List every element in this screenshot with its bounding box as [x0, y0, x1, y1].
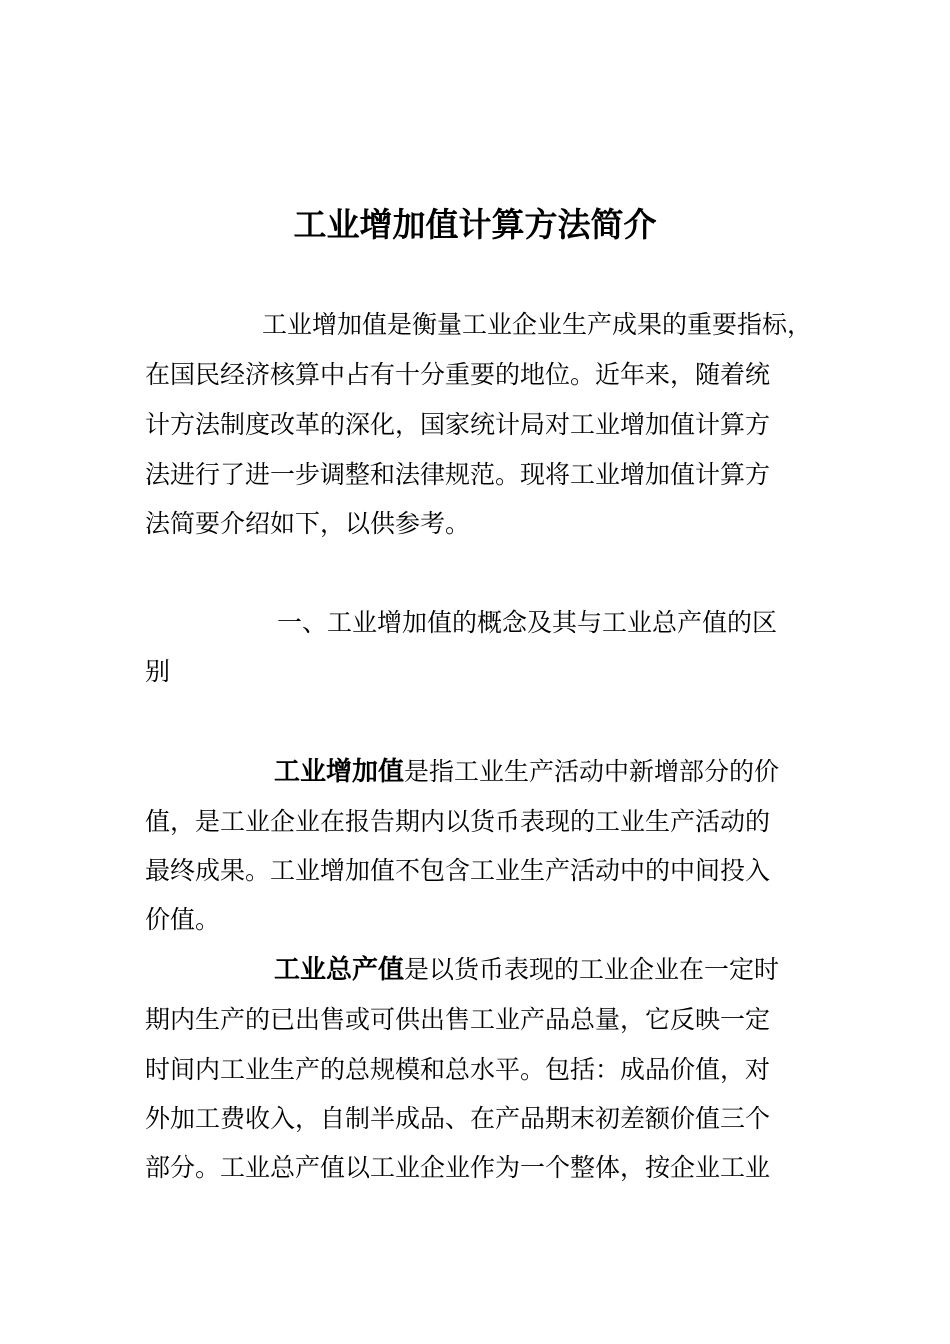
intro-line-5: 法简要介绍如下，以供参考。: [145, 509, 471, 538]
def2-line-2: 期内生产的已出售或可供出售工业产品总量，它反映一定: [145, 1005, 771, 1034]
def1-term: 工业增加值: [274, 757, 405, 787]
def2-line-3: 时间内工业生产的总规模和总水平。包括：成品价值，对: [145, 1055, 771, 1084]
def1-line-2: 值，是工业企业在报告期内以货币表现的工业生产活动的: [145, 807, 771, 836]
def2-term: 工业总产值: [274, 955, 405, 985]
def2-first-line-rest: 是以货币表现的工业企业在一定时: [404, 955, 780, 984]
def1-line-3: 最终成果。工业增加值不包含工业生产活动中的中间投入: [145, 856, 771, 885]
intro-line-4: 法进行了进一步调整和法律规范。现将工业增加值计算方: [145, 460, 771, 489]
section1-heading-line-2: 别: [145, 657, 171, 686]
intro-line-2: 在国民经济核算中占有十分重要的地位。近年来，随着统: [145, 360, 771, 389]
def2-line-4: 外加工费收入，自制半成品、在产品期末初差额价值三个: [145, 1104, 771, 1133]
def1-line-4: 价值。: [145, 905, 221, 934]
section1-heading-line-1: 一、工业增加值的概念及其与工业总产值的区: [277, 608, 778, 637]
def2-line-5: 部分。工业总产值以工业企业作为一个整体，按企业工业: [145, 1153, 771, 1182]
intro-line-1: 工业增加值是衡量工业企业生产成果的重要指标，: [262, 310, 813, 339]
def2-first-line: [274, 950, 779, 990]
def1-first-line: [274, 752, 779, 792]
document-title: 工业增加值计算方法简介: [293, 205, 657, 244]
intro-line-3: 计方法制度改革的深化，国家统计局对工业增加值计算方: [145, 410, 771, 439]
def1-first-line-rest: 是指工业生产活动中新增部分的价: [404, 757, 780, 786]
